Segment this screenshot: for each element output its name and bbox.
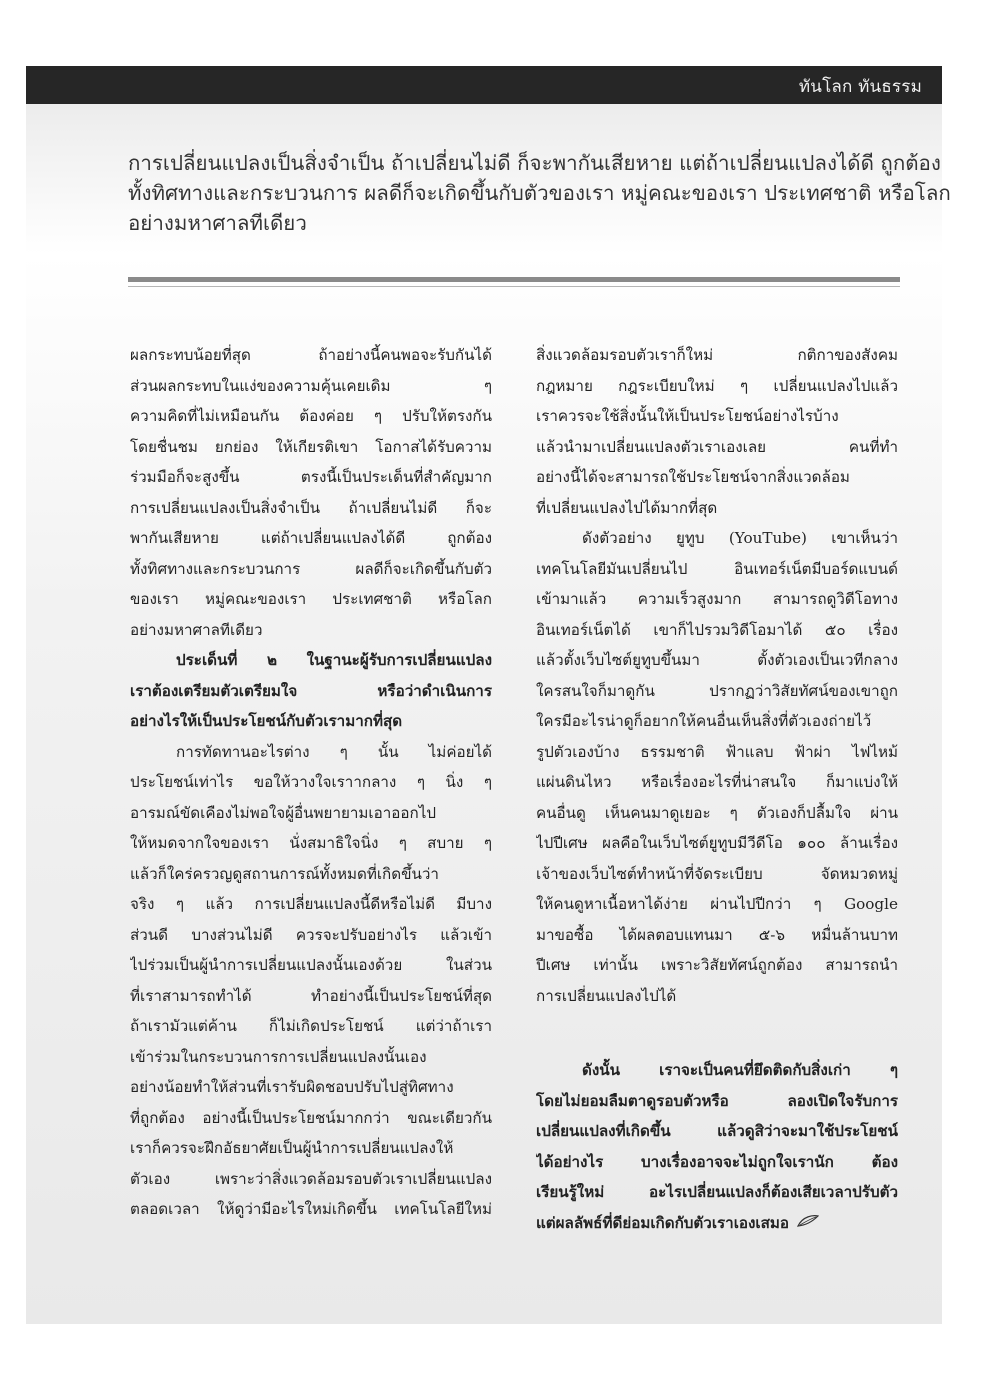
conclusion-line: ดังนั้น เราจะเป็นคนที่ยึดติดกับสิ่งเก่า ๆ xyxy=(582,1061,898,1079)
body-line: สิ่งแวดล้อมรอบตัวเราก็ใหม่ กติกาของสังคม xyxy=(536,346,898,364)
body-line: แล้วก็ใคร่ครวญดูสถานการณ์ทั้งหมดที่เกิดขึ้นว่า xyxy=(130,864,439,883)
conclusion-line: โดยไม่ยอมลืมตาดูรอบตัวหรือ ลองเปิดใจรับการ xyxy=(536,1091,898,1110)
body-line: อย่างน้อยทำให้ส่วนที่เรารับผิดชอบปรับไปสู่ทิศทาง xyxy=(130,1078,454,1096)
body-line: เราก็ควรจะฝึกอัธยาศัยเป็นผู้นำการเปลี่ยนแปลงให้ xyxy=(130,1139,454,1157)
body-line: การทัดทานอะไรต่าง ๆ นั้น ไม่ค่อยได้ xyxy=(176,742,492,761)
divider-thick xyxy=(128,277,900,282)
body-line: เทคโนโลยีมันเปลี่ยนไป อินเทอร์เน็ตมีบอร์ดแบนด์ xyxy=(536,559,898,578)
body-line: แล้วตั้งเว็บไซต์ยูทูบขึ้นมา ตั้งตัวเองเป็นเวทีกลาง xyxy=(536,651,898,669)
section-title: ทันโลก ทันธรรม xyxy=(798,77,922,97)
body-line: คนอื่นดู เห็นคนมาดูเยอะ ๆ ตัวเองก็ปลื้มใจ ผ่าน xyxy=(536,803,898,822)
body-line: พากันเสียหาย แต่ถ้าเปลี่ยนแปลงได้ดี ถูกต้อง xyxy=(130,529,492,547)
body-line: แผ่นดินไหว หรือเรื่องอะไรที่น่าสนใจ ก็มาแบ่งให้ xyxy=(536,773,898,791)
body-line: มาขอซื้อ ได้ผลตอบแทนมา ๕-๖ หมื่นล้านบาท xyxy=(536,925,898,944)
body-line: ตัวเอง เพราะว่าสิ่งแวดล้อมรอบตัวเราเปลี่ยนแปลง xyxy=(130,1169,492,1188)
intro-paragraph xyxy=(128,148,951,238)
body-line: ที่เราสามารถทำได้ ทำอย่างนี้เป็นประโยชน์ที่สุด xyxy=(130,986,492,1005)
body-line: อินเทอร์เน็ตได้ เขาก็ไปรวมวิดีโอมาได้ ๕๐ เรื่อง xyxy=(536,620,898,639)
divider-thin xyxy=(128,286,900,287)
body-line: รูปตัวเองบ้าง ธรรมชาติ ฟ้าแลบ ฟ้าผ่า ไฟไหม้ xyxy=(536,742,898,761)
body-line: กฎหมาย กฎระเบียบใหม่ ๆ เปลี่ยนแปลงไปแล้ว xyxy=(536,376,898,395)
body-line: ส่วนดี บางส่วนไม่ดี ควรจะปรับอย่างไร แล้วเข้า xyxy=(130,925,492,944)
body-line: ใครสนใจก็มาดูกัน ปรากฏว่าวิสัยทัศน์ของเขาถูก xyxy=(536,681,898,700)
body-line: โดยชื่นชม ยกย่อง ให้เกียรติเขา โอกาสได้รับความ xyxy=(130,437,492,456)
body-line: การเปลี่ยนแปลงไปได้ xyxy=(536,986,677,1005)
body-line: ไปปีเศษ ผลคือในเว็บไซต์ยูทูบมีวีดีโอ ๑๐๐ ล้านเรื่อง xyxy=(536,834,898,852)
conclusion-line: ได้อย่างไร บางเรื่องอาจจะไม่ถูกใจเรานัก ต้อง xyxy=(536,1152,898,1171)
body-line: ตลอดเวลา ให้ดูว่ามีอะไรใหม่เกิดขึ้น เทคโนโลยีใหม่ xyxy=(130,1200,492,1218)
conclusion-text: แต่ผลลัพธ์ที่ดีย่อมเกิดกับตัวเราเองเสมอ xyxy=(536,1213,790,1232)
body-line: ที่เปลี่ยนแปลงไปได้มากที่สุด xyxy=(536,498,718,517)
body-line: ใครมีอะไรน่าดูก็อยากให้คนอื่นเห็นสิ่งที่ตัวเองถ่ายไว้ xyxy=(536,712,872,730)
body-line: แล้วนำมาเปลี่ยนแปลงตัวเราเองเลย คนที่ทำ xyxy=(536,437,898,456)
intro-line: ทั้งทิศทางและกระบวนการ ผลดีก็จะเกิดขึ้นกับตัวของเรา หมู่คณะของเรา ประเทศชาติ หรือโลก xyxy=(128,181,951,205)
body-line: จริง ๆ แล้ว การเปลี่ยนแปลงนี้ดีหรือไม่ดี มีบาง xyxy=(130,895,492,913)
body-line: ให้คนดูหาเนื้อหาได้ง่าย ผ่านไปปีกว่า ๆ Google xyxy=(536,895,898,913)
subheading-line: เราต้องเตรียมตัวเตรียมใจ หรือว่าดำเนินการ xyxy=(130,681,492,700)
subheading-line: อย่างไรให้เป็นประโยชน์กับตัวเรามากที่สุด xyxy=(130,712,403,730)
body-line: เข้ามาแล้ว ความเร็วสูงมาก สามารถดูวิดีโอทาง xyxy=(536,590,898,608)
body-line: เราควรจะใช้สิ่งนั้นให้เป็นประโยชน์อย่างไรบ้าง xyxy=(536,407,839,425)
body-line: อย่างมหาศาลทีเดียว xyxy=(130,620,263,639)
intro-line: อย่างมหาศาลทีเดียว xyxy=(128,211,307,235)
conclusion-line: เรียนรู้ใหม่ อะไรเปลี่ยนแปลงก็ต้องเสียเวลาปรับตัว xyxy=(536,1183,898,1201)
left-column xyxy=(130,340,492,1225)
body-line: ของเรา หมู่คณะของเรา ประเทศชาติ หรือโลก xyxy=(130,590,492,608)
right-column xyxy=(536,340,898,1238)
body-line: เข้าร่วมในกระบวนการการเปลี่ยนแปลงนั้นเอง xyxy=(130,1047,427,1066)
subheading-line: ประเด็นที่ ๒ ในฐานะผู้รับการเปลี่ยนแปลง xyxy=(176,651,492,669)
body-line: เจ้าของเว็บไซต์ทำหน้าที่จัดระเบียบ จัดหมวดหมู่ xyxy=(536,864,898,883)
body-line: ที่ถูกต้อง อย่างนี้เป็นประโยชน์มากกว่า ขณะเดียวกัน xyxy=(130,1108,492,1127)
body-line: ให้หมดจากใจของเรา นั่งสมาธิใจนิ่ง ๆ สบาย ๆ xyxy=(130,834,492,852)
body-line: ประโยชน์เท่าไร ขอให้วางใจเราากลาง ๆ นิ่ง ๆ xyxy=(130,773,492,791)
body-line: ส่วนผลกระทบในแง่ของความคุ้นเคยเดิม ๆ xyxy=(130,376,492,395)
body-line: ปีเศษ เท่านั้น เพราะวิสัยทัศน์ถูกต้อง สามารถนำ xyxy=(536,956,898,974)
body-line: ดังตัวอย่าง ยูทูบ (YouTube) เขาเห็นว่า xyxy=(582,529,898,547)
conclusion-last-line xyxy=(536,1208,898,1239)
body-line: อารมณ์ขัดเคืองไม่พอใจผู้อื่นพยายามเอาออกไป xyxy=(130,803,436,822)
conclusion-line: เปลี่ยนแปลงที่เกิดขึ้น แล้วดูสิว่าจะมาใช้ประโยชน์ xyxy=(536,1122,898,1140)
body-line: ความคิดที่ไม่เหมือนกัน ต้องค่อย ๆ ปรับให้ตรงกัน xyxy=(130,407,492,425)
body-line: ไปร่วมเป็นผู้นำการเปลี่ยนแปลงนั้นเองด้วย ในส่วน xyxy=(130,956,492,974)
header-bar xyxy=(26,66,942,104)
leaf-end-mark-icon xyxy=(797,1208,819,1238)
intro-line: การเปลี่ยนแปลงเป็นสิ่งจำเป็น ถ้าเปลี่ยนไม่ดี ก็จะพากันเสียหาย แต่ถ้าเปลี่ยนแปลงได้ดี ถูกต้อง xyxy=(128,151,941,175)
body-line: ทั้งทิศทางและกระบวนการ ผลดีก็จะเกิดขึ้นกับตัว xyxy=(130,559,492,578)
body-line: ร่วมมือก็จะสูงขึ้น ตรงนี้เป็นประเด็นที่สำคัญมาก xyxy=(130,468,492,486)
body-line: ผลกระทบน้อยที่สุด ถ้าอย่างนี้คนพอจะรับกันได้ xyxy=(130,346,492,364)
body-line: การเปลี่ยนแปลงเป็นสิ่งจำเป็น ถ้าเปลี่ยนไม่ดี ก็จะ xyxy=(130,498,492,517)
body-line: อย่างนี้ได้จะสามารถใช้ประโยชน์จากสิ่งแวดล้อม xyxy=(536,468,850,486)
body-line: ถ้าเรามัวแต่ค้าน ก็ไม่เกิดประโยชน์ แต่ว่าถ้าเรา xyxy=(130,1017,492,1035)
